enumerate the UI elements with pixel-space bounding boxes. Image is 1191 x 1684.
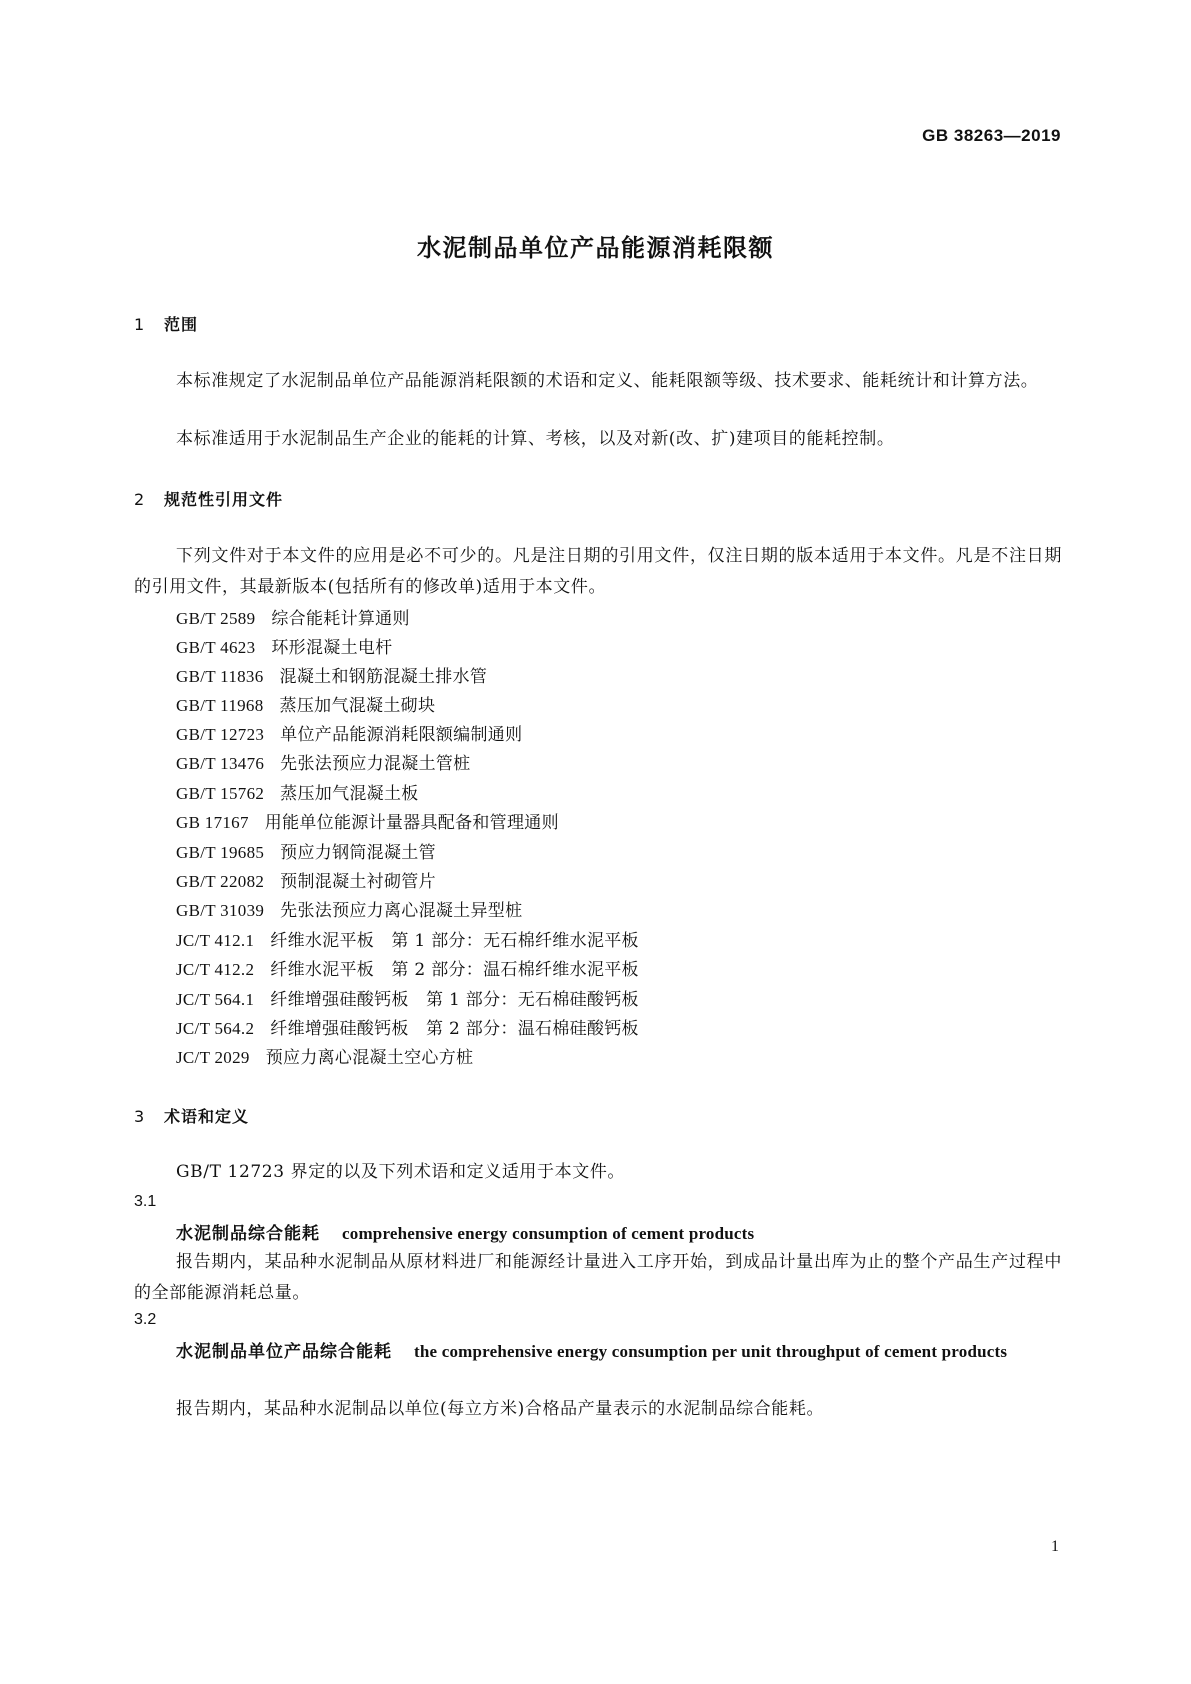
reference-item bbox=[176, 985, 639, 1010]
reference-title: 纤维水泥平板 第 2 部分：温石棉纤维水泥平板 bbox=[270, 960, 639, 980]
reference-item bbox=[176, 867, 436, 892]
reference-item bbox=[176, 926, 639, 951]
reference-title: 先张法预应力离心混凝土异型桩 bbox=[280, 901, 523, 921]
reference-title: 纤维增强硅酸钙板 第 2 部分：温石棉硅酸钙板 bbox=[270, 1019, 639, 1039]
scope-paragraph-1: 本标准规定了水泥制品单位产品能源消耗限额的术语和定义、能耗限额等级、技术要求、能耗统计和计算方法。 bbox=[176, 371, 1039, 391]
reference-item bbox=[176, 691, 435, 716]
reference-code: GB/T 2589 bbox=[176, 609, 256, 628]
reference-title: 环形混凝土电杆 bbox=[271, 638, 393, 658]
reference-item bbox=[176, 955, 639, 980]
reference-item bbox=[176, 896, 522, 921]
reference-title: 先张法预应力混凝土管桩 bbox=[280, 754, 471, 774]
term-heading bbox=[134, 1336, 1062, 1368]
reference-title: 预应力离心混凝土空心方桩 bbox=[265, 1048, 474, 1068]
reference-title: 综合能耗计算通则 bbox=[271, 609, 410, 629]
reference-title: 预制混凝土衬砌管片 bbox=[280, 872, 436, 892]
section-title: 规范性引用文件 bbox=[164, 490, 284, 509]
standard-number: GB 38263—2019 bbox=[922, 126, 1061, 145]
clause-number: 3.2 bbox=[134, 1311, 157, 1328]
reference-title: 用能单位能源计量器具配备和管理通则 bbox=[264, 813, 559, 833]
section-3-heading bbox=[134, 1104, 249, 1127]
reference-code: GB/T 11836 bbox=[176, 667, 264, 686]
term-en: comprehensive energy consumption of cement products bbox=[342, 1224, 755, 1243]
reference-code: GB/T 12723 bbox=[176, 725, 265, 744]
term-zh: 水泥制品单位产品综合能耗 bbox=[176, 1342, 392, 1362]
term-heading bbox=[134, 1218, 1062, 1250]
section-title: 范围 bbox=[164, 315, 199, 334]
reference-item bbox=[176, 662, 487, 687]
reference-code: GB/T 22082 bbox=[176, 872, 265, 891]
section-1-heading bbox=[134, 312, 198, 335]
reference-code: GB/T 15762 bbox=[176, 784, 265, 803]
reference-code: GB/T 13476 bbox=[176, 754, 265, 773]
reference-item bbox=[176, 1043, 473, 1068]
scope-paragraph-2: 本标准适用于水泥制品生产企业的能耗的计算、考核，以及对新(改、扩)建项目的能耗控制。 bbox=[176, 429, 895, 449]
clause-number: 3.1 bbox=[134, 1193, 157, 1210]
reference-item bbox=[176, 604, 410, 629]
reference-code: GB/T 31039 bbox=[176, 901, 265, 920]
reference-item bbox=[176, 808, 559, 833]
document-title: 水泥制品单位产品能源消耗限额 bbox=[417, 234, 774, 262]
reference-code: JC/T 564.2 bbox=[176, 1019, 255, 1038]
term-zh: 水泥制品综合能耗 bbox=[176, 1224, 320, 1244]
reference-code: JC/T 564.1 bbox=[176, 990, 255, 1009]
page-number: 1 bbox=[1051, 1538, 1059, 1555]
reference-code: JC/T 2029 bbox=[176, 1048, 250, 1067]
terms-intro: GB/T 12723 界定的以及下列术语和定义适用于本文件。 bbox=[176, 1162, 626, 1182]
term-definition: 报告期内，某品种水泥制品以单位(每立方米)合格品产量表示的水泥制品综合能耗。 bbox=[176, 1399, 825, 1419]
term-definition: 报告期内，某品种水泥制品从原材料进厂和能源经计量进入工序开始，到成品计量出库为止的整个产品生产过程中的全部能源消耗总量。 bbox=[134, 1252, 1062, 1303]
section-number: 3 bbox=[134, 1107, 146, 1126]
reference-item bbox=[176, 720, 522, 745]
reference-title: 预应力钢筒混凝土管 bbox=[280, 843, 436, 863]
reference-title: 蒸压加气混凝土板 bbox=[280, 784, 419, 804]
reference-item bbox=[176, 633, 392, 658]
references-intro: 下列文件对于本文件的应用是必不可少的。凡是注日期的引用文件，仅注日期的版本适用于本文件。凡是不注日期的引用文件，其最新版本(包括所有的修改单)适用于本文件。 bbox=[134, 546, 1062, 597]
reference-item bbox=[176, 1014, 639, 1039]
reference-item bbox=[176, 779, 419, 804]
reference-code: GB/T 19685 bbox=[176, 843, 265, 862]
reference-code: GB/T 4623 bbox=[176, 638, 256, 657]
reference-title: 蒸压加气混凝土砌块 bbox=[279, 696, 436, 716]
reference-code: JC/T 412.2 bbox=[176, 960, 255, 979]
reference-title: 混凝土和钢筋混凝土排水管 bbox=[279, 667, 488, 687]
section-2-heading bbox=[134, 487, 283, 510]
reference-code: GB 17167 bbox=[176, 813, 249, 832]
reference-item bbox=[176, 838, 436, 863]
section-title: 术语和定义 bbox=[164, 1107, 250, 1126]
reference-code: GB/T 11968 bbox=[176, 696, 264, 715]
reference-title: 单位产品能源消耗限额编制通则 bbox=[280, 725, 523, 745]
section-number: 1 bbox=[134, 315, 146, 334]
term-en: the comprehensive energy consumption per unit throughput of cement products bbox=[414, 1342, 1008, 1361]
reference-title: 纤维水泥平板 第 1 部分：无石棉纤维水泥平板 bbox=[270, 931, 639, 951]
reference-title: 纤维增强硅酸钙板 第 1 部分：无石棉硅酸钙板 bbox=[270, 990, 639, 1010]
reference-item bbox=[176, 749, 470, 774]
section-number: 2 bbox=[134, 490, 146, 509]
reference-code: JC/T 412.1 bbox=[176, 931, 255, 950]
